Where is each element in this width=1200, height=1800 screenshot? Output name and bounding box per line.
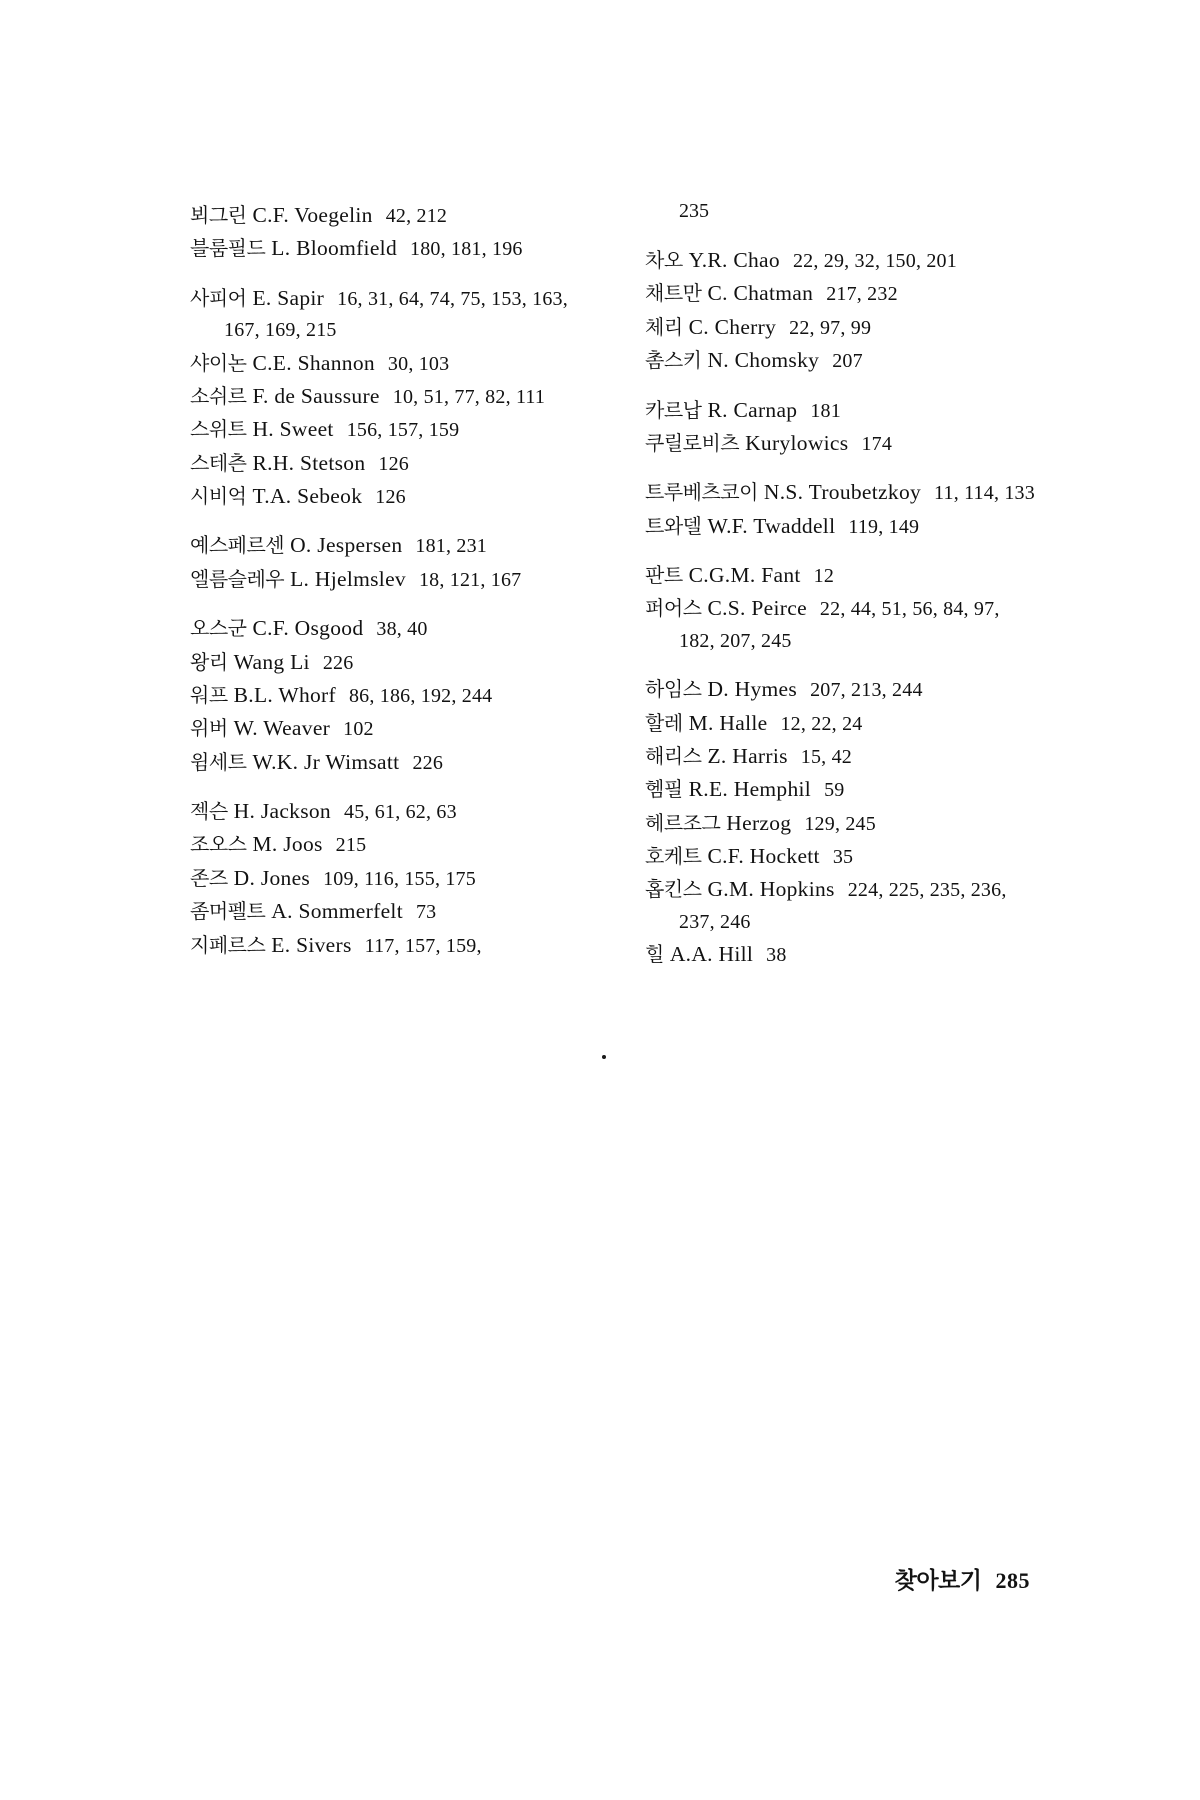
entry-pages: 12, 22, 24	[780, 712, 863, 735]
entry-korean-name: 스위트	[190, 417, 247, 442]
entry-roman-name: C.F. Voegelin	[252, 203, 373, 227]
entry-korean-name: 트와델	[645, 513, 702, 538]
entry-korean-name: 윔세트	[190, 749, 247, 774]
index-entry	[645, 245, 1040, 276]
index-entry	[645, 278, 1040, 309]
index-entry	[645, 560, 1040, 591]
index-entry	[190, 414, 585, 445]
entry-pages: 22, 97, 99	[789, 316, 872, 339]
entry-pages: 109, 116, 155, 175	[323, 867, 476, 890]
index-group	[645, 674, 1040, 970]
entry-roman-name: D. Jones	[233, 865, 311, 890]
index-group	[645, 560, 1040, 656]
index-entry	[645, 741, 1040, 772]
entry-pages: 224, 225, 235, 236, 237, 246	[679, 879, 1007, 933]
entry-pages: 156, 157, 159	[346, 419, 460, 442]
index-entry	[190, 930, 585, 961]
entry-pages: 226	[412, 751, 444, 774]
entry-korean-name: 엘름슬레우	[190, 566, 285, 591]
index-group	[190, 200, 585, 265]
entry-korean-name: 샤이논	[190, 350, 247, 375]
index-entry	[190, 381, 585, 412]
entry-roman-name: C.F. Hockett	[707, 844, 820, 868]
entry-korean-name: 젝슨	[190, 799, 228, 823]
entry-roman-name: W.F. Twaddell	[707, 513, 836, 538]
entry-pages: 42, 212	[385, 205, 448, 227]
entry-korean-name: 소쉬르	[190, 383, 247, 408]
index-group	[645, 395, 1040, 460]
entry-pages: 207, 213, 244	[810, 679, 923, 702]
index-entry	[190, 863, 585, 894]
entry-korean-name: 조오스	[190, 832, 247, 857]
index-entry	[190, 796, 585, 827]
entry-pages: 16, 31, 64, 74, 75, 153, 163, 167, 169, 215	[224, 287, 568, 342]
index-entry	[645, 874, 1040, 937]
index-entry	[645, 674, 1040, 705]
entry-roman-name: W.K. Jr Wimsatt	[252, 749, 400, 774]
index-entry	[190, 348, 585, 379]
entry-roman-name: H. Sweet	[252, 417, 334, 442]
index-entry	[190, 896, 585, 927]
entry-korean-name: 홉킨스	[645, 877, 702, 902]
entry-roman-name: T.A. Sebeok	[252, 484, 363, 508]
entry-roman-name: F. de Saussure	[252, 383, 380, 408]
index-entry	[190, 747, 585, 778]
entry-pages: 102	[343, 718, 374, 741]
entry-pages: 181, 231	[415, 535, 487, 558]
index-group	[190, 530, 585, 595]
entry-pages: 10, 51, 77, 82, 111	[392, 385, 546, 408]
index-entry	[645, 511, 1040, 542]
entry-pages: 11, 114, 133	[934, 482, 1035, 505]
entry-roman-name: A.A. Hill	[669, 942, 754, 967]
entry-korean-name: 채트만	[645, 281, 702, 306]
index-entry	[645, 774, 1040, 805]
index-entry	[645, 477, 1040, 508]
index-entry	[190, 647, 585, 678]
entry-korean-name: 스테츤	[190, 450, 247, 475]
index-entry	[190, 283, 585, 346]
index-entry	[645, 428, 1040, 459]
entry-roman-name: N. Chomsky	[707, 348, 820, 373]
entry-korean-name: 촘스키	[645, 348, 702, 373]
entry-pages: 38	[766, 944, 787, 967]
entry-pages: 30, 103	[387, 352, 450, 375]
index-group	[190, 796, 585, 961]
entry-korean-name: 사피어	[190, 285, 247, 310]
entry-roman-name: C.E. Shannon	[252, 350, 375, 375]
index-group	[645, 245, 1040, 377]
entry-roman-name: C. Chatman	[707, 281, 814, 306]
entry-roman-name: C. Cherry	[688, 314, 777, 339]
index-entry	[190, 233, 585, 264]
entry-roman-name: C.G.M. Fant	[688, 563, 801, 587]
right-column	[645, 200, 1040, 973]
entry-korean-name: 카르납	[645, 397, 702, 422]
entry-pages: 35	[832, 846, 854, 868]
entry-korean-name: 트루베츠코이	[645, 480, 758, 505]
entry-pages: 22, 29, 32, 150, 201	[792, 250, 957, 272]
entry-korean-name: 할레	[645, 710, 683, 735]
entry-korean-name: 힐	[645, 942, 664, 967]
entry-korean-name: 블룸필드	[190, 236, 266, 261]
index-entry	[190, 680, 585, 711]
entry-roman-name: E. Sapir	[252, 285, 325, 310]
entry-korean-name: 하임스	[645, 677, 702, 702]
index-entry	[645, 593, 1040, 656]
entry-roman-name: Z. Harris	[707, 743, 788, 768]
entry-pages: 117, 157, 159,	[364, 934, 482, 957]
left-column	[190, 200, 585, 963]
index-entry	[645, 708, 1040, 739]
index-entry	[645, 395, 1040, 426]
entry-korean-name: 예스페르센	[190, 533, 285, 558]
entry-roman-name: B.L. Whorf	[233, 682, 336, 707]
index-group	[645, 477, 1040, 542]
index-entry	[190, 564, 585, 595]
entry-roman-name: C.S. Peirce	[707, 596, 807, 621]
entry-korean-name: 시비억	[190, 484, 247, 508]
entry-korean-name: 헤르조그	[645, 810, 721, 835]
entry-roman-name: A. Sommerfelt	[271, 899, 403, 924]
entry-korean-name: 차오	[645, 248, 683, 272]
entry-pages: 119, 149	[848, 515, 920, 538]
entry-korean-name: 좀머펠트	[190, 899, 266, 924]
index-entry	[645, 312, 1040, 343]
entry-roman-name: G.M. Hopkins	[707, 877, 835, 902]
index-entry	[190, 613, 585, 644]
index-entry	[645, 939, 1040, 970]
entry-pages: 207	[832, 350, 863, 373]
entry-roman-name: O. Jespersen	[290, 533, 403, 558]
entry-roman-name: Herzog	[726, 810, 792, 835]
entry-pages: 180, 181, 196	[410, 238, 523, 261]
entry-pages: 174	[861, 432, 893, 455]
entry-pages: 86, 186, 192, 244	[348, 684, 493, 707]
entry-roman-name: N.S. Troubetzkoy	[763, 480, 922, 505]
entry-roman-name: C.F. Osgood	[252, 616, 364, 641]
index-entry	[190, 829, 585, 860]
footer-page-number: 285	[995, 1568, 1030, 1593]
entry-roman-name: L. Hjelmslev	[290, 566, 406, 591]
entry-roman-name: H. Jackson	[233, 799, 331, 823]
entry-pages: 181	[810, 399, 841, 422]
index-entry	[190, 200, 585, 231]
entry-roman-name: D. Hymes	[707, 677, 798, 702]
index-entry	[190, 481, 585, 512]
entry-korean-name: 쿠릴로비츠	[645, 430, 740, 455]
entry-roman-name: W. Weaver	[233, 716, 331, 741]
footer-section-label: 찾아보기	[894, 1568, 982, 1594]
entry-korean-name: 왕리	[190, 649, 228, 674]
entry-roman-name: L. Bloomfield	[271, 236, 398, 261]
entry-pages: 73	[415, 901, 437, 924]
entry-roman-name: Y.R. Chao	[688, 248, 780, 272]
entry-roman-name: R.H. Stetson	[252, 450, 366, 475]
entry-roman-name: M. Halle	[688, 710, 768, 735]
index-group	[190, 613, 585, 778]
entry-korean-name: 지페르스	[190, 932, 266, 957]
entry-korean-name: 호케트	[645, 844, 702, 868]
entry-korean-name: 존즈	[190, 865, 228, 890]
continuation-pages: 235	[679, 200, 709, 222]
entry-pages: 217, 232	[826, 283, 898, 306]
index-entry	[645, 808, 1040, 839]
entry-roman-name: Wang Li	[233, 649, 310, 674]
index-entry	[645, 841, 1040, 872]
entry-pages: 18, 121, 167	[418, 568, 522, 591]
entry-roman-name: R.E. Hemphil	[688, 777, 812, 802]
entry-korean-name: 뵈그린	[190, 203, 247, 227]
index-entry	[190, 448, 585, 479]
index-entry	[190, 530, 585, 561]
index-group	[190, 283, 585, 513]
ink-speck	[602, 1055, 606, 1059]
entry-pages: 126	[375, 486, 406, 508]
index-entry	[190, 713, 585, 744]
entry-pages: 126	[378, 452, 409, 475]
entry-korean-name: 헴필	[645, 777, 683, 802]
entry-korean-name: 위버	[190, 716, 228, 741]
entry-pages: 226	[322, 651, 354, 674]
entry-korean-name: 해리스	[645, 743, 702, 768]
entry-roman-name: M. Joos	[252, 832, 323, 857]
entry-roman-name: E. Sivers	[271, 932, 352, 957]
entry-pages: 215	[335, 834, 367, 857]
entry-korean-name: 퍼어스	[645, 596, 702, 621]
entry-korean-name: 판트	[645, 563, 683, 587]
page-footer	[895, 1562, 1030, 1595]
entry-korean-name: 워프	[190, 682, 228, 707]
entry-pages: 12	[813, 565, 835, 587]
entry-pages: 15, 42	[800, 745, 852, 768]
entry-roman-name: Kurylowics	[745, 430, 849, 455]
index-columns	[190, 200, 1040, 973]
entry-pages: 59	[824, 779, 845, 802]
entry-pages: 38, 40	[376, 618, 428, 641]
entry-pages: 22, 44, 51, 56, 84, 97, 182, 207, 245	[679, 598, 1000, 652]
entry-pages: 129, 245	[804, 812, 876, 835]
entry-korean-name: 오스군	[190, 616, 247, 641]
entry-roman-name: R. Carnap	[707, 397, 798, 422]
entry-korean-name: 체리	[645, 314, 683, 339]
entry-pages: 45, 61, 62, 63	[344, 801, 457, 823]
index-entry	[645, 345, 1040, 376]
